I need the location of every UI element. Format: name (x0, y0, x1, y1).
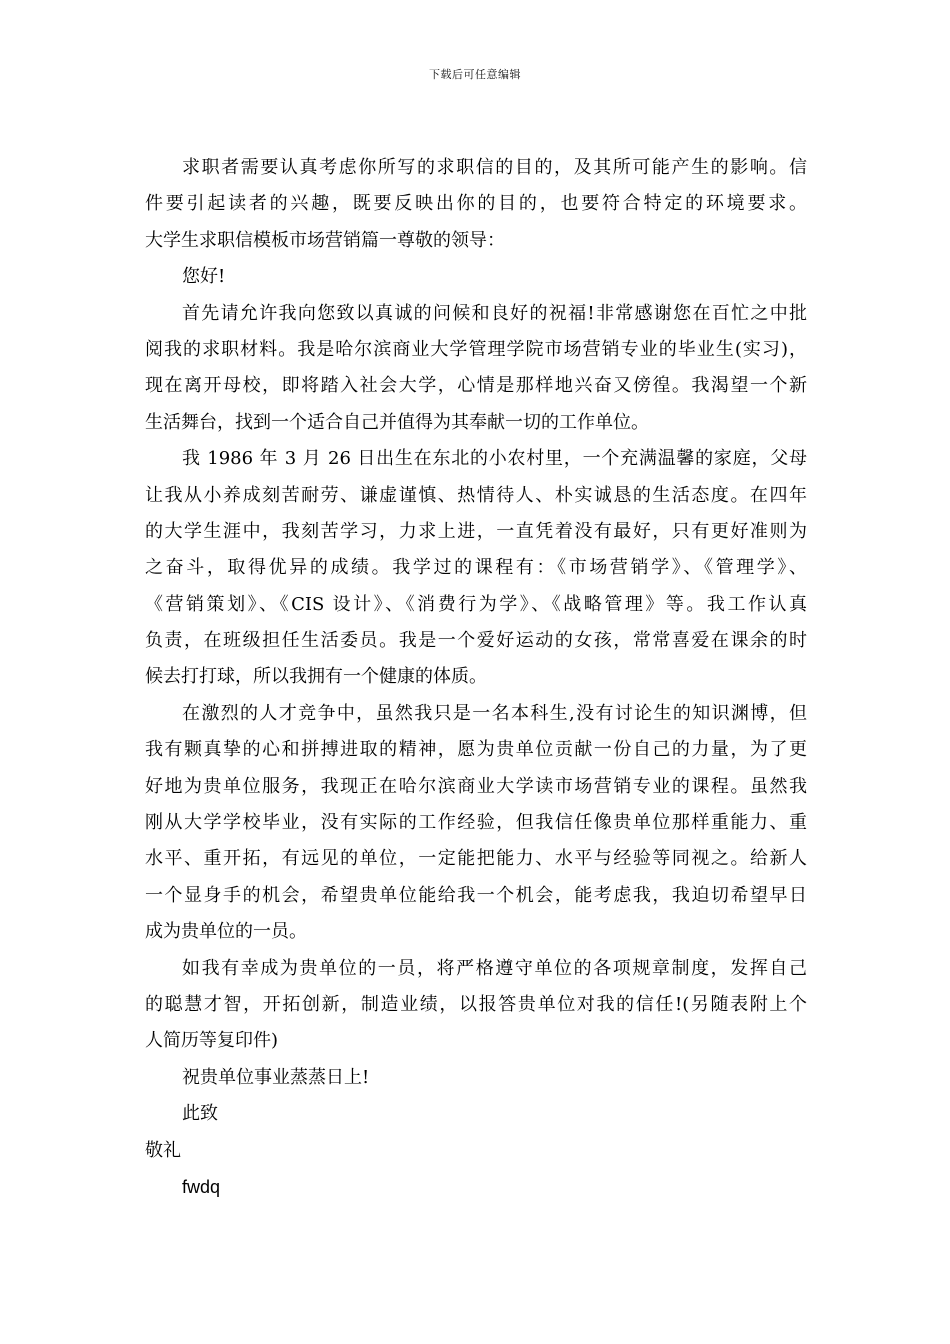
text-line: 的大学生涯中，我刻苦学习，力求上进，一直凭着没有最好，只有更好准则为 (145, 520, 807, 542)
text-line: 大学生求职信模板市场营销篇一尊敬的领导： (145, 229, 505, 251)
text-line: 您好! (182, 266, 226, 288)
text-line: fwdq (182, 1176, 221, 1197)
text-line: 成为贵单位的一员。 (145, 921, 307, 943)
page-header: 下载后可任意编辑 (429, 68, 521, 81)
text-line: 之奋斗，取得优异的成绩。我学过的课程有：《市场营销学》、《管理学》、 (145, 557, 807, 579)
text-line: 人简历等复印件) (145, 1030, 279, 1052)
document-body (145, 150, 807, 1205)
text-line: 《营销策划》、《CIS 设计》、《消费行为学》、《战略管理》等。我工作认真 (145, 593, 807, 615)
text-line: 一个显身手的机会，希望贵单位能给我一个机会，能考虑我，我迫切希望早日 (145, 884, 807, 906)
text-line: 我有颗真挚的心和拼搏进取的精神，愿为贵单位贡献一份自己的力量，为了更 (145, 739, 807, 761)
text-line: 祝贵单位事业蒸蒸日上! (182, 1066, 370, 1088)
text-line: 现在离开母校，即将踏入社会大学，心情是那样地兴奋又傍徨。我渴望一个新 (145, 375, 807, 397)
text-line: 生活舞台，找到一个适合自己并值得为其奉献一切的工作单位。 (145, 411, 649, 433)
text-line: 首先请允许我向您致以真诚的问候和良好的祝福!非常感谢您在百忙之中批 (182, 302, 807, 324)
text-line: 刚从大学学校毕业，没有实际的工作经验，但我信任像贵单位那样重能力、重 (145, 812, 807, 834)
text-line: 敬礼 (145, 1139, 181, 1161)
text-line: 如我有幸成为贵单位的一员，将严格遵守单位的各项规章制度，发挥自己 (182, 957, 807, 979)
text-line: 件要引起读者的兴趣，既要反映出你的目的，也要符合特定的环境要求。 (145, 193, 807, 215)
text-line: 此致 (182, 1103, 218, 1125)
text-line: 水平、重开拓，有远见的单位，一定能把能力、水平与经验等同视之。给新人 (145, 848, 807, 870)
text-line: 好地为贵单位服务，我现正在哈尔滨商业大学读市场营销专业的课程。虽然我 (145, 775, 807, 797)
text-line: 负责，在班级担任生活委员。我是一个爱好运动的女孩，常常喜爱在课余的时 (145, 630, 807, 652)
text-line: 阅我的求职材料。我是哈尔滨商业大学管理学院市场营销专业的毕业生(实习)， (145, 338, 807, 360)
text-line: 求职者需要认真考虑你所写的求职信的目的，及其所可能产生的影响。信 (182, 157, 807, 178)
text-line: 在激烈的人才竞争中，虽然我只是一名本科生,没有讨论生的知识渊博，但 (182, 702, 807, 724)
text-line: 我 1986 年 3 月 26 日出生在东北的小农村里，一个充满温馨的家庭，父母 (182, 448, 807, 470)
text-line: 的聪慧才智，开拓创新，制造业绩，以报答贵单位对我的信任!(另随表附上个 (145, 993, 807, 1015)
text-line: 候去打打球，所以我拥有一个健康的体质。 (145, 666, 487, 688)
text-line: 让我从小养成刻苦耐劳、谦虚谨慎、热情待人、朴实诚恳的生活态度。在四年 (145, 484, 807, 506)
